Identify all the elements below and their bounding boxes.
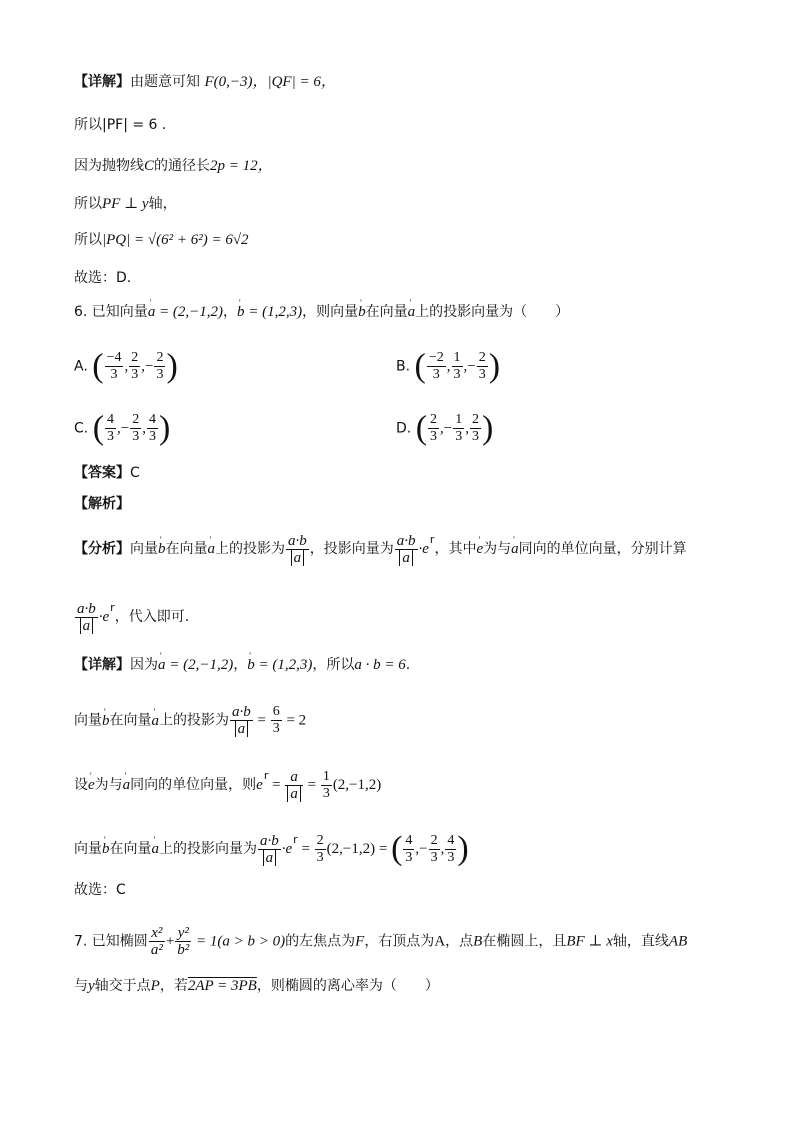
solution-text: 轴， [148, 196, 177, 212]
solution-line-1 [74, 72, 336, 92]
text: 在向量 [109, 841, 152, 857]
text: ，所以 [312, 657, 355, 673]
text: 向量 [74, 841, 102, 857]
solution-text: 因为抛物线 [74, 158, 144, 174]
solution-line-5 [74, 230, 249, 250]
text: 向量 [74, 712, 102, 729]
option-label: A. [74, 358, 88, 375]
text: 在椭圆上，且 [482, 933, 567, 950]
vector-b-symbol: ' b [358, 302, 366, 322]
math-expression: PF ⊥ y [102, 196, 149, 212]
detail-line-2: 向量' b在向量' a上的投影为 $\frac{a\cdot b}{a}$ = $\frac{6}{3}$ = 2 [74, 704, 306, 737]
solution-text: 所以 [74, 232, 102, 248]
analysis-line [74, 494, 130, 514]
text: 在向量 [109, 712, 152, 729]
fenxi-line-2: $\frac{a\cdot b}{a}$ $\cdot e^r$，代入即可. [77, 600, 190, 634]
text: ，其中 [434, 541, 477, 557]
vector-equation: 2AP = 3PB [187, 978, 257, 994]
vector-a: ' a = (2,−1,2) [148, 302, 223, 322]
text: 与 [74, 978, 88, 994]
text: ，点 [445, 933, 474, 950]
solution-text: 所以|PF| = 6 . [74, 117, 167, 133]
option-label: C. [74, 420, 89, 437]
text: 的左焦点为 [285, 933, 356, 950]
analysis-tag: 【解析】 [74, 496, 130, 512]
answer-tag: 【答案】 [74, 465, 130, 481]
detail-line-4: 向量' b在向量' a上的投影向量为 $\frac{a\cdot b}{a}$ $\cdot e^r$ = $\frac{2}{3}$ (2,−1,2) = ( $\frac{4}{3}$ ,− $\frac{2}{3}$ , $\frac{4}{3}$ ) [74, 830, 469, 866]
option-label: D. [396, 420, 412, 437]
vector-a-symbol: ' a [408, 302, 416, 322]
text: 轴交于点 [94, 978, 151, 994]
solution-line-4 [74, 194, 177, 214]
solution-text: 由题意可知 [130, 74, 200, 90]
option-c[interactable]: C. ( $\frac{4}{3}$ ,− $\frac{2}{3}$ , $\frac{4}{3}$ ) [74, 409, 171, 447]
math-expression: F(0,−3)，|QF| = 6， [204, 74, 336, 90]
solution-line-2 [74, 115, 166, 135]
math-symbol: C [144, 158, 155, 174]
text: 同向的单位向量，分别计算 [518, 541, 687, 557]
text: 同向的单位向量，则 [130, 777, 257, 793]
fenxi-tag: 【分析】 [74, 541, 130, 557]
question-number: 7. 已知椭圆 [74, 933, 148, 950]
math-symbol: P [150, 978, 160, 994]
text: 为与 [483, 541, 512, 557]
text: 设 [74, 777, 88, 793]
solution-text: 的通径长 [154, 158, 211, 174]
math-symbol: A [434, 933, 446, 950]
choice-result: 故选：C [74, 882, 126, 898]
math-expression: |PQ| = √(6² + 6²) = 6√2 [102, 232, 249, 248]
math-expression: BF ⊥ x [566, 933, 613, 950]
detail-tag: 【详解】 [74, 74, 130, 90]
text: 上的投影为 [159, 712, 229, 729]
text: ，若 [159, 978, 188, 994]
fenxi-line-1: 【分析】向量' b在向量' a上的投影为 $\frac{a\cdot b}{a}$ ，投影向量为 $\frac{a\cdot b}{a}$ $\cdot e^r$，其中' e为与' a同向的单位向量，分别计算 [74, 530, 687, 566]
stem-text: 上的投影向量为（ ） [415, 304, 570, 320]
math-symbol: y [88, 978, 95, 994]
answer-line [74, 463, 140, 483]
option-a[interactable]: A. ( $\frac{-4}{3}$ , $\frac{2}{3}$ ,− $\frac{2}{3}$ ) [74, 347, 178, 385]
math-symbol: AB [668, 933, 688, 950]
question-number: 6. 已知向量 [74, 304, 148, 320]
detail-tag: 【详解】 [74, 657, 130, 673]
text: ，代入即可. [114, 609, 190, 625]
text: 为与 [94, 777, 123, 793]
text: ，则椭圆的离心率为（ ） [256, 978, 439, 994]
text: 向量 [130, 541, 158, 557]
text: 因为 [130, 657, 158, 673]
text: 轴，直线 [612, 933, 669, 950]
text: 上的投影为 [215, 541, 285, 557]
question-7-line-2 [74, 976, 439, 996]
solution-line-3 [74, 156, 273, 176]
stem-text: 在向量 [365, 304, 408, 320]
solution-line-6 [74, 268, 131, 288]
math-expression: a · b = 6 [354, 657, 406, 673]
text: 上的投影向量为 [159, 841, 257, 857]
math-expression: 2p = 12， [210, 158, 273, 174]
question-6-stem: 6. 已知向量' a = (2,−1,2)，' b = (1,2,3)，则向量' b在向量' a上的投影向量为（ ） [74, 302, 569, 322]
math-symbol: F [355, 933, 365, 950]
vector-b: ' b = (1,2,3) [247, 655, 312, 675]
text: ，投影向量为 [309, 541, 394, 557]
vector-a: ' a = (2,−1,2) [158, 655, 233, 675]
option-b[interactable]: B. ( $\frac{-2}{3}$ , $\frac{1}{3}$ ,− $\frac{2}{3}$ ) [396, 347, 501, 385]
answer-value: C [130, 465, 140, 481]
stem-text: ，则向量 [302, 304, 359, 320]
solution-text: 所以 [74, 196, 102, 212]
option-d[interactable]: D. ( $\frac{2}{3}$ ,− $\frac{1}{3}$ , $\frac{2}{3}$ ) [396, 409, 494, 447]
detail-line-1: 【详解】因为' a = (2,−1,2)，' b = (1,2,3)，所以a · b = 6. [74, 655, 410, 675]
text: 在向量 [165, 541, 208, 557]
math-symbol: B [473, 933, 483, 950]
choose-line [74, 880, 126, 900]
text: ，右顶点为 [364, 933, 435, 950]
detail-line-3: 设' e为与' a同向的单位向量，则$e^r$ = $\frac{a}{a}$ = $\frac{1}{3}$ (2,−1,2) [74, 766, 381, 802]
option-label: B. [396, 358, 411, 375]
choice-result: 故选：D. [74, 270, 132, 286]
vector-b: ' b = (1,2,3) [237, 302, 302, 322]
question-7-line-1: 7. 已知椭圆 $\frac{\text{x²}}{\text{a²}}$ + $\frac{\text{y²}}{\text{b²}}$ = 1(a > b > 0)的左焦点为F，右顶点为A，点B在椭圆上，且BF ⊥ x轴，直线AB [74, 925, 688, 958]
